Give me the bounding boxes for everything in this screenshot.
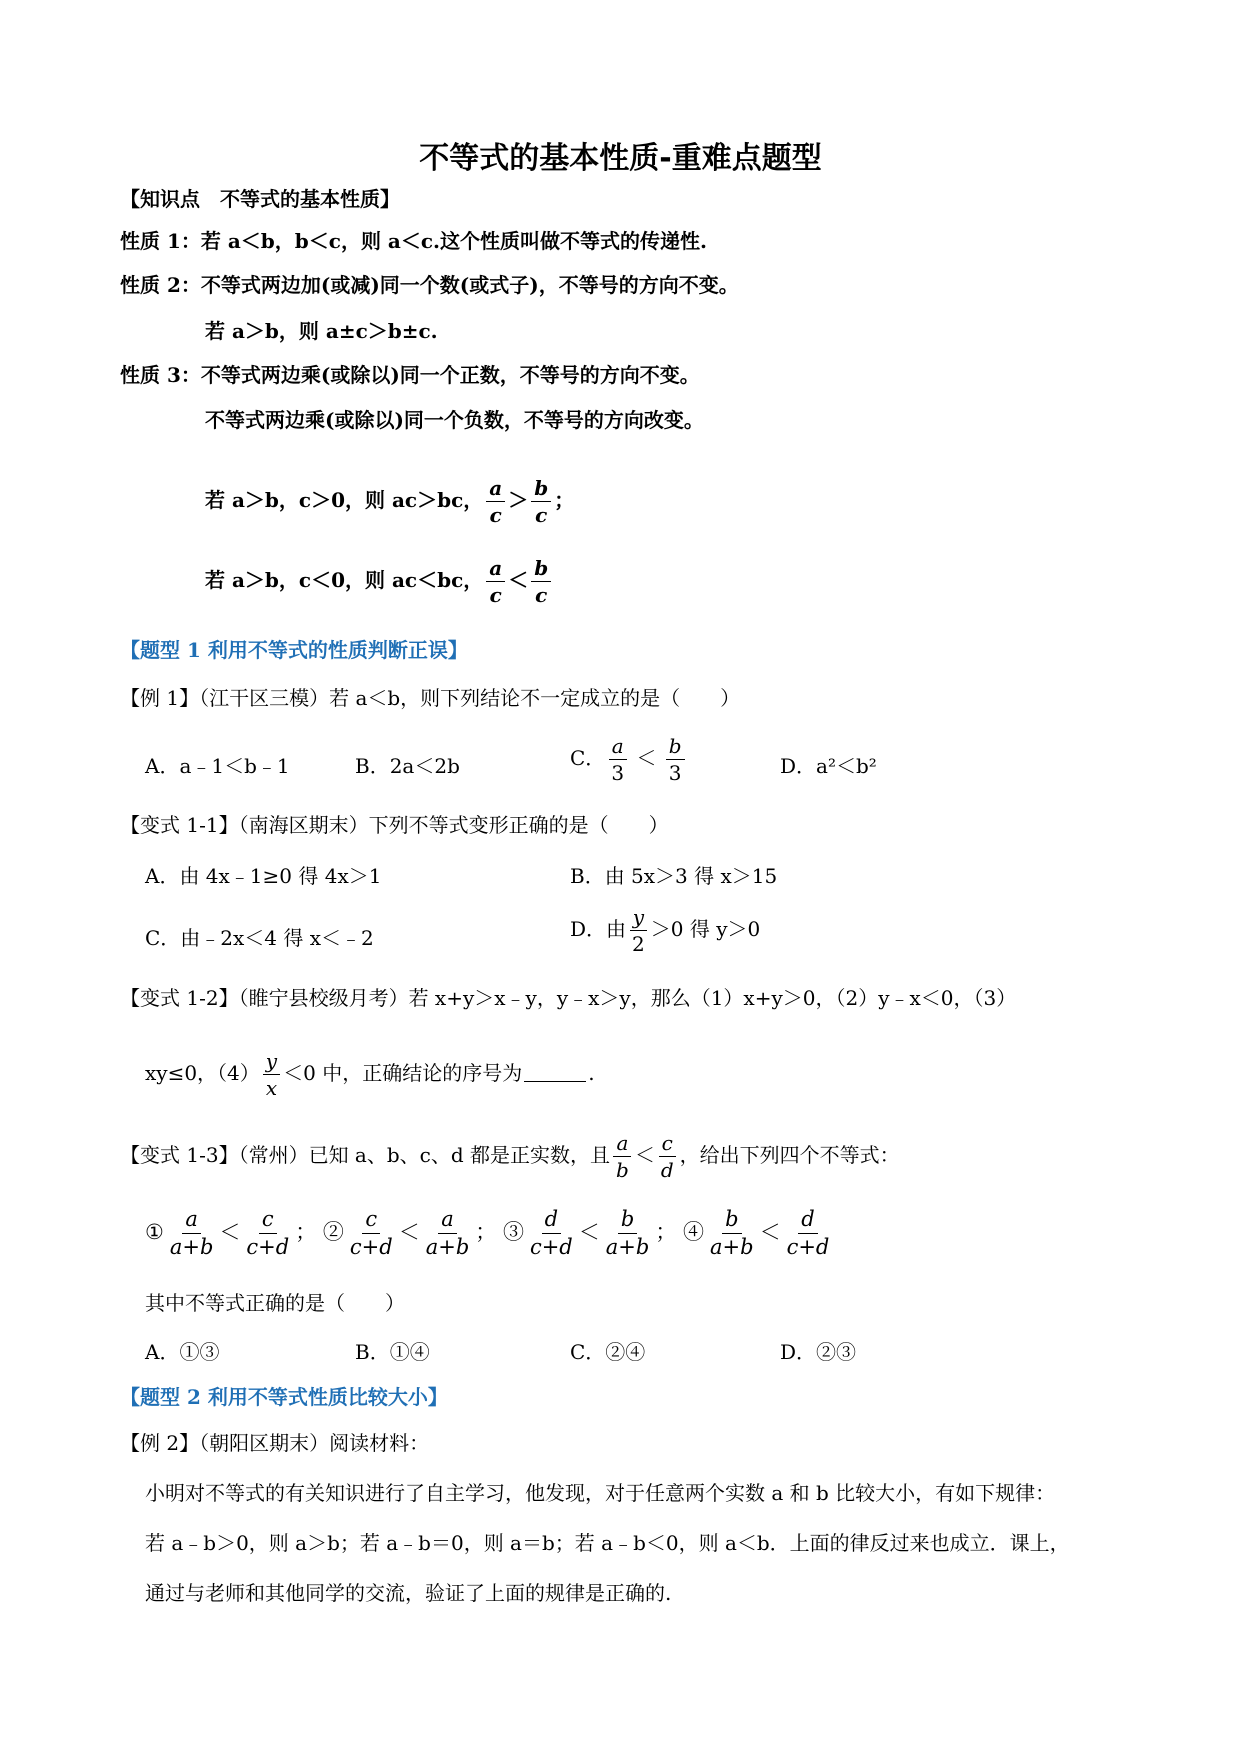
fraction-a-over-c: $\frac{a}{c}$ [486,477,505,526]
ex1-option-a: A．a﹣1＜b﹣1 [145,754,290,778]
v13-inequalities: ① $\frac{a}{a+b}$ ＜ $\frac{c}{c+d}$ ； ② $\frac{c}{c+d}$ ＜ $\frac{a}{a+b}$ ； ③ $\frac{d}{c+d}$ ＜ $\frac{b}{a+b}$ ； ④ $\frac{b}{a+b}$ ＜ $\frac{d}{c+d}$ [145,1208,835,1259]
example-2: 【例 2】（朝阳区期末）阅读材料： [120,1431,430,1455]
formula-text: 若 a＞b，c＞0，则 ac＞bc， [205,488,484,512]
ex1-option-d: D．a²＜b² [780,754,877,778]
fraction-b-over-c: $\frac{b}{c}$ [531,477,551,526]
property-2: 性质 2：不等式两边加(或减)同一个数(或式子)，不等号的方向不变。 [120,273,739,297]
v13-option-b: B．①④ [355,1340,430,1364]
property-3: 性质 3：不等式两边乘(或除以)同一个正数，不等号的方向不变。 [120,363,700,387]
ex1-option-b: B．2a＜2b [355,754,460,778]
fraction-b-over-3: $\frac{b}{3}$ [666,735,685,784]
fraction-1-left: $\frac{a}{a+b}$ [169,1207,214,1260]
property-3-positive-formula: 若 a＞b，c＞0，则 ac＞bc， $\frac{a}{c}$ ＞ $\frac{b}{c}$ ； [205,476,575,527]
property-3-negative-formula: 若 a＞b，c＜0，则 ac＜bc， $\frac{a}{c}$ ＜ $\frac{b}{c}$ [205,557,554,606]
property-2-formula: 若 a＞b，则 a±c＞b±c. [205,319,438,343]
fraction-c-over-d: $\frac{c}{d}$ [658,1132,677,1181]
v13-option-c: C．②④ [570,1340,646,1364]
option-label: D．由 [570,917,627,941]
fraction-2-right: $\frac{a}{a+b}$ [425,1207,470,1260]
fraction-y-over-2: $\frac{y}{2}$ [629,906,648,955]
fraction-4-right: $\frac{d}{c+d}$ [786,1207,830,1260]
fraction-a-over-3: $\frac{a}{3}$ [608,735,627,784]
property-1: 性质 1：若 a＜b，b＜c，则 a＜c.这个性质叫做不等式的传递性. [120,229,707,253]
material-line-2: 若 a﹣b＞0，则 a＞b；若 a﹣b＝0，则 a＝b；若 a﹣b＜0，则 a＜b．上面的律反过来也成立．课上， [145,1531,1070,1555]
property-3-negative: 不等式两边乘(或除以)同一个负数，不等号的方向改变。 [205,408,704,432]
v13-text-2: ，给出下列四个不等式： [679,1143,900,1167]
fraction-1-right: $\frac{c}{c+d}$ [246,1207,290,1260]
v11-option-d [570,906,760,955]
answer-blank[interactable] [524,1081,586,1082]
option-rest: ＞0 得 y＞0 [650,917,761,941]
v13-option-a: A．①③ [145,1340,220,1364]
variant-1-1: 【变式 1-1】（南海区期末）下列不等式变形正确的是（ ） [120,813,669,837]
page-title: 不等式的基本性质-重难点题型 [419,141,822,176]
variant-1-2: 【变式 1-2】（睢宁县校级月考）若 x+y＞x﹣y，y﹣x＞y，那么（1）x+y＞0，（2）y﹣x＜0，（3） [120,986,1017,1010]
formula-text: 若 a＞b，c＜0，则 ac＜bc， [205,568,484,592]
variant-1-2-cont: xy≤0，（4） $\frac{y}{x}$ ＜0 中，正确结论的序号为 . [145,1049,595,1100]
fraction-2-left: $\frac{c}{c+d}$ [349,1207,393,1260]
fraction-4-left: $\frac{b}{a+b}$ [710,1207,754,1260]
example-1: 【例 1】（江干区三模）若 a＜b，则下列结论不一定成立的是（ ） [120,686,741,710]
ex1-option-c: C． $\frac{a}{3}$ ＜ $\frac{b}{3}$ [570,735,688,784]
v13-text-1: 【变式 1-3】（常州）已知 a、b、c、d 都是正实数，且 [120,1143,611,1167]
v12-text-1: xy≤0，（4） [145,1061,260,1085]
option-label: C． [570,746,606,770]
fraction-a-over-b: $\frac{a}{b}$ [613,1132,632,1181]
fraction-3-right: $\frac{b}{a+b}$ [605,1207,650,1260]
knowledge-heading: 【知识点 不等式的基本性质】 [120,187,400,211]
v13-option-d: D．②③ [780,1340,857,1364]
v12-text-2: ＜0 中，正确结论的序号为 [283,1061,523,1085]
v11-option-c: C．由﹣2x＜4 得 x＜﹣2 [145,926,374,950]
fraction-3-left: $\frac{d}{c+d}$ [529,1207,573,1260]
v11-option-a: A．由 4x﹣1≥0 得 4x＞1 [145,864,382,888]
variant-1-3: 【变式 1-3】（常州）已知 a、b、c、d 都是正实数，且 $\frac{a}{b}$ ＜ $\frac{c}{d}$ ，给出下列四个不等式： [120,1131,900,1182]
fraction-y-over-x: $\frac{y}{x}$ [263,1050,280,1099]
v11-option-b: B．由 5x＞3 得 x＞15 [570,864,778,888]
material-line-3: 通过与老师和其他同学的交流，验证了上面的规律是正确的. [145,1581,672,1605]
type1-heading: 【题型 1 利用不等式的性质判断正误】 [120,638,468,662]
material-line-1: 小明对不等式的有关知识进行了自主学习，他发现，对于任意两个实数 a 和 b 比较大小，有如下规律： [145,1481,1056,1505]
fraction-b-over-c: $\frac{b}{c}$ [531,557,551,606]
v13-question: 其中不等式正确的是（ ） [145,1291,405,1315]
fraction-a-over-c: $\frac{a}{c}$ [486,557,505,606]
type2-heading: 【题型 2 利用不等式性质比较大小】 [120,1385,448,1409]
